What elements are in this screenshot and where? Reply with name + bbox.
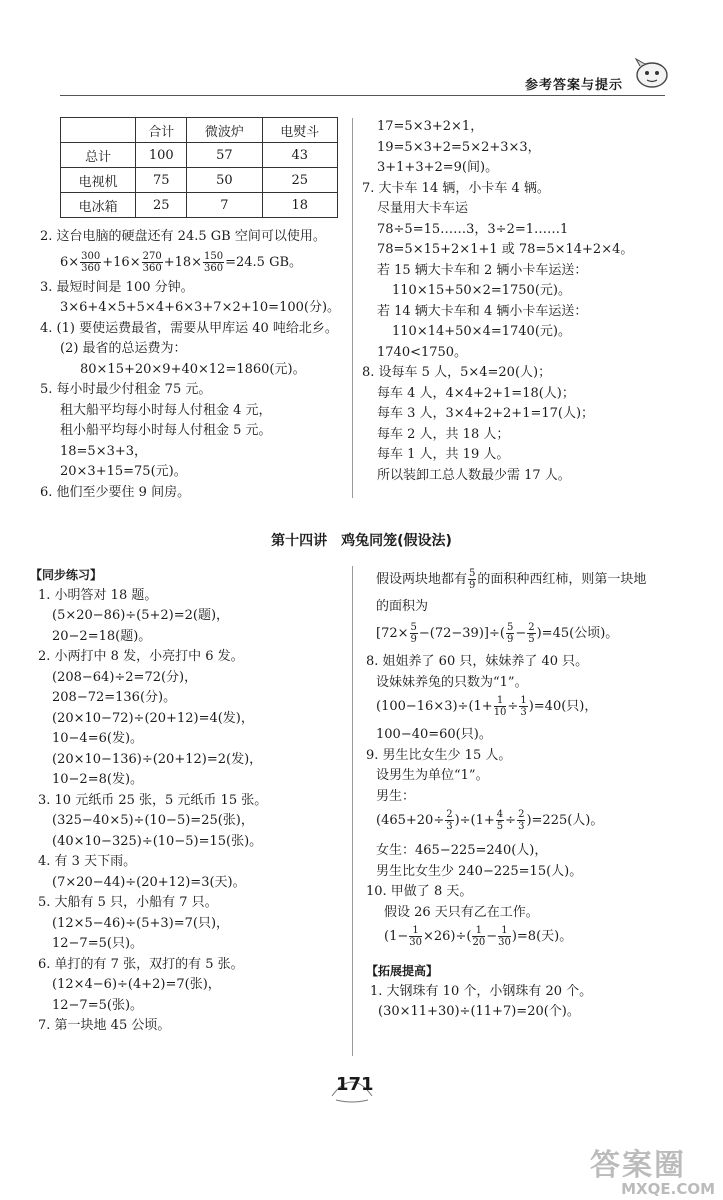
table-cell: 7 [187,193,262,218]
answer-line: 每车 3 人，3×4+2+2+1=17(人)； [377,406,595,421]
answer-line: 10−2=8(发)。 [52,772,144,787]
table-cell: 18 [262,193,337,218]
answer-line: 3. 最短时间是 100 分钟。 [40,279,194,295]
answer-line: (12×4−6)÷(4+2)=7(张)， [52,977,221,992]
table-cell: 50 [187,168,262,193]
answer-line: 110×15+50×2=1750(元)。 [392,283,571,298]
answer-line: 设妹妹养兔的只数为“1”。 [376,674,528,690]
sales-table [60,117,338,218]
table-header-cell [61,118,136,143]
answer-line: (12×5−46)÷(5+3)=7(只)， [52,915,230,931]
answer-line: 男生比女生少 240−225=15(人)。 [376,863,583,879]
answer-line: 设男生为单位“1”。 [376,768,489,783]
answer-line: 4. (1) 要使运费最省，需要从甲库运 40 吨给北乡。 [40,320,338,336]
fraction-equation: (1− $\frac{1}{30}$ ×26)÷( $\frac{1}{20}$ − $\frac{1}{30}$ )=8(天)。 [384,925,573,948]
answer-line: 110×14+50×4=1740(元)。 [392,324,571,339]
answer-line: 女生：465−225=240(人)， [376,843,548,858]
fraction: $\frac{1}{10}$ [493,695,507,718]
fraction: $\frac{5}{9}$ [469,568,476,591]
fraction: $\frac{4}{5}$ [496,809,504,832]
answer-line: 1. 大钢珠有 10 个，小钢珠有 20 个。 [370,983,593,999]
answer-line: 5. 每小时最少付租金 75 元。 [40,382,212,397]
section-heading-ext: 【拓展提高】 [366,964,439,978]
answer-line: 208−72=136(分)。 [52,690,177,705]
fraction: $\frac{300}{360}$ [81,250,101,274]
table-header-cell: 微波炉 [187,118,262,143]
answer-line: 17=5×3+2×1， [377,119,484,134]
answer-line: 3×6+4×5+5×4+6×3+7×2+10=100(分)。 [60,300,341,315]
fraction: $\frac{2}{3}$ [518,809,525,832]
answer-line: 5. 大船有 5 只，小船有 7 只。 [38,895,218,910]
table-row-header: 电冰箱 [61,193,136,218]
answer-line: 2. 小两打中 8 发，小亮打中 6 发。 [38,649,244,664]
fraction-equation: 6× $\frac{300}{360}$ +16× $\frac{270}{360}$ +18× $\frac{150}{360}$ =24.5 GB。 [60,250,303,274]
answer-line: 6. 他们至少要住 9 间房。 [40,484,191,500]
table-cell: 75 [136,168,187,193]
answer-line: 10. 甲做了 8 天。 [366,884,473,899]
answer-line: 1740<1750。 [377,344,468,360]
answer-line: (208−64)÷2=72(分)， [52,669,198,685]
answer-line: 尽量用大卡车运 [377,201,469,216]
fraction-equation: (465+20÷ $\frac{2}{3}$ )÷(1+ $\frac{4}{5}$ ÷ $\frac{2}{3}$ )=225(人)。 [376,809,604,832]
table-cell: 57 [187,143,262,168]
left-bottom-answers [30,565,267,1037]
answer-line: (40×10−325)÷(10−5)=15(张)。 [52,833,263,849]
answer-line: 7. 大卡车 14 辆，小卡车 4 辆。 [362,180,550,196]
answer-line: 78÷5=15……3，3÷2=1……1 [377,221,569,237]
answer-line: 每车 4 人，4×4+2+1=18(人)； [377,385,575,401]
answer-line: 19=5×3+2=5×2+3×3， [377,139,541,155]
answer-line: 男生： [376,788,416,804]
fraction-equation: [72× $\frac{5}{9}$ −(72−39)]÷( $\frac{5}{9}$ − $\frac{2}{5}$ )=45(公顷)。 [376,622,619,645]
answer-line: 12−7=5(只)。 [52,936,144,951]
answer-line: 100−40=60(只)。 [376,727,492,742]
watermark-text: 答案圈 [590,1148,686,1183]
answer-line: 租大船平均每小时每人付租金 4 元， [60,402,272,418]
left-top-answers [40,227,340,503]
answer-line: 1. 小明答对 18 题。 [38,587,158,603]
table-row [61,143,338,168]
table-header-cell: 合计 [136,118,187,143]
answer-line: 20×3+15=75(元)。 [60,464,187,479]
answer-line: (325−40×5)÷(10−5)=25(张)， [52,813,254,828]
fraction: $\frac{2}{5}$ [528,622,535,645]
page-number: 171 [336,1074,374,1095]
header-title: 参考答案与提示 [525,78,624,93]
answer-line: 假设 26 天只有乙在工作。 [384,904,539,920]
table-header-row [61,118,338,143]
answer-line: 8. 姐姐养了 60 只，妹妹养了 40 只。 [366,654,589,669]
answer-line: (20×10−72)÷(20+12)=4(发)， [52,710,254,726]
table-row [61,168,338,193]
answer-line: 3. 10 元纸币 25 张，5 元纸币 15 张。 [38,792,268,808]
mascot-icon [632,56,670,90]
answer-line: 6. 单打的有 7 张，双打的有 5 张。 [38,956,244,972]
watermark-url: MXQE.COM [621,1180,715,1198]
fraction: $\frac{5}{9}$ [506,622,514,645]
answer-line: 每车 1 人，共 19 人。 [377,447,510,462]
fraction: $\frac{1}{3}$ [520,695,527,718]
answer-line: 18=5×3+3， [60,443,148,459]
answer-line: 若 14 辆大卡车和 4 辆小卡车运送： [377,303,588,319]
answer-line: 3+1+3+2=9(间)。 [377,160,499,175]
answer-line: 的面积为 [376,599,429,614]
table-row-header: 总计 [61,143,136,168]
fraction: $\frac{1}{30}$ [409,925,422,948]
answer-line: 每车 2 人，共 18 人； [377,426,510,442]
answer-line: (7×20−44)÷(20+12)=3(天)。 [52,874,246,890]
right-top-answers [362,117,633,486]
answer-line: 9. 男生比女生少 15 人。 [366,747,512,763]
answer-line: 若 15 辆大卡车和 2 辆小卡车运送： [377,262,588,278]
table-cell: 100 [136,143,187,168]
fraction: $\frac{1}{20}$ [472,925,486,948]
answer-line: (5×20−86)÷(5+2)=2(题)， [52,608,230,623]
answer-line: 所以装卸工总人数最少需 17 人。 [377,467,571,483]
answer-line: 10−4=6(发)。 [52,731,144,746]
answer-line: 假设两块地都有 $\frac{5}{9}$ 的面积种西红柿，则第一块地 [376,568,647,591]
table-cell: 25 [262,168,337,193]
answer-line: (2) 最省的总运费为： [60,341,187,356]
watermark-logo [590,1140,715,1198]
fraction: $\frac{2}{3}$ [446,809,453,832]
answer-line: 78=5×15+2×1+1 或 78=5×14+2×4。 [377,242,634,257]
table-row [61,193,338,218]
fraction-equation: (100−16×3)÷(1+ $\frac{1}{10}$ ÷ $\frac{1}{3}$ )=40(只)， [376,695,598,718]
answer-line: (20×10−136)÷(20+12)=2(发)， [52,751,263,767]
answer-line: 20−2=18(题)。 [52,628,152,644]
table-row-header: 电视机 [61,168,136,193]
fraction: $\frac{270}{360}$ [142,250,162,274]
fraction: $\frac{150}{360}$ [204,250,224,274]
answer-line: 4. 有 3 天下雨。 [38,854,137,869]
header-rule [60,95,665,96]
table-cell: 43 [262,143,337,168]
answer-line: 12−7=5(张)。 [52,997,144,1013]
answer-line: 7. 第一块地 45 公顷。 [38,1018,171,1033]
right-bottom-answers [366,566,646,1023]
answer-line: 8. 设每车 5 人，5×4=20(人)； [362,365,552,380]
section-heading-sync: 【同步练习】 [30,568,103,582]
fraction: $\frac{1}{30}$ [498,925,511,948]
column-divider [352,118,353,498]
table-cell: 25 [136,193,187,218]
answer-line: 2. 这台电脑的硬盘还有 24.5 GB 空间可以使用。 [40,229,326,244]
fraction: $\frac{5}{9}$ [410,622,417,645]
lesson-title: 第十四讲 鸡兔同笼(假设法) [271,533,452,549]
column-divider [352,566,353,1056]
answer-line: 80×15+20×9+40×12=1860(元)。 [80,361,306,377]
table-header-cell: 电熨斗 [262,118,337,143]
answer-line: 租小船平均每小时每人付租金 5 元。 [60,423,272,438]
answer-line: (30×11+30)÷(11+7)=20(个)。 [378,1004,580,1019]
